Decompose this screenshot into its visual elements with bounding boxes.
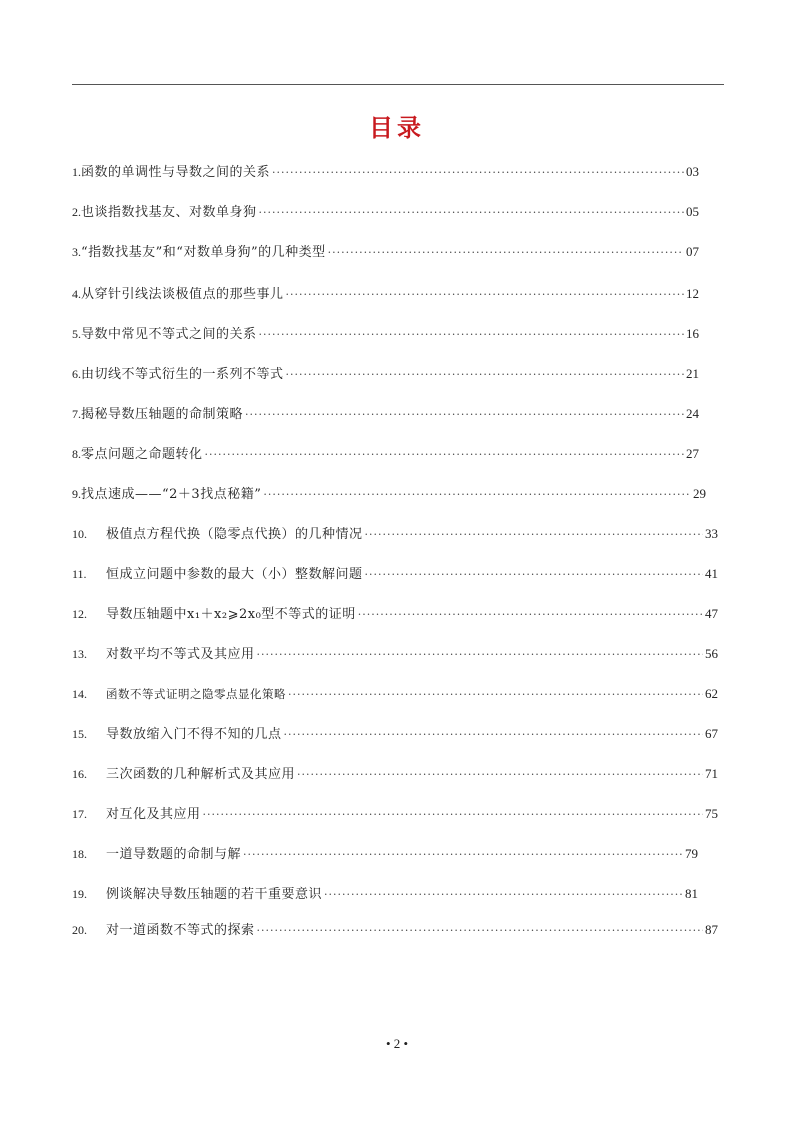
toc-entry-4[interactable] xyxy=(72,284,699,305)
toc-entry-19[interactable] xyxy=(72,884,698,905)
toc-entry-page: 12 xyxy=(686,286,699,301)
toc-entry-20[interactable] xyxy=(72,920,718,941)
toc-entry-title: 也谈指数找基友、对数单身狗 xyxy=(81,205,257,220)
toc-entry-title: 对互化及其应用 xyxy=(106,807,201,822)
dot-leader xyxy=(259,203,684,223)
toc-entry-title: 零点问题之命题转化 xyxy=(81,447,203,462)
dot-leader xyxy=(263,485,691,505)
toc-entry-page: 71 xyxy=(705,766,718,781)
toc-entry-title: 导数中常见不等式之间的关系 xyxy=(81,327,257,342)
toc-entry-number: 2. xyxy=(72,205,81,219)
toc-entry-page: 47 xyxy=(705,606,718,621)
toc-entry-page: 62 xyxy=(705,686,718,701)
toc-entry-title: 揭秘导数压轴题的命制策略 xyxy=(81,407,244,422)
dot-leader xyxy=(203,805,703,825)
toc-entry-15[interactable] xyxy=(72,724,718,745)
toc-entry-page: 24 xyxy=(686,406,699,421)
dot-leader xyxy=(286,285,684,305)
toc-entry-9[interactable] xyxy=(72,484,706,505)
toc-entry-page: 29 xyxy=(693,486,706,501)
toc-entry-number: 16. xyxy=(72,767,87,781)
toc-entry-11[interactable] xyxy=(72,564,718,585)
toc-entry-page: 75 xyxy=(705,806,718,821)
toc-entry-title: 例谈解决导数压轴题的若干重要意识 xyxy=(106,887,323,902)
toc-entry-10[interactable] xyxy=(72,524,718,545)
toc-entry-1[interactable] xyxy=(72,162,699,183)
toc-entry-title: 对数平均不等式及其应用 xyxy=(106,647,255,662)
toc-entry-page: 67 xyxy=(705,726,718,741)
toc-entry-number: 1. xyxy=(72,165,81,179)
toc-entry-page: 81 xyxy=(685,886,698,901)
toc-entry-title: 函数的单调性与导数之间的关系 xyxy=(81,165,271,180)
toc-entry-title: 从穿针引线法谈极值点的那些事儿 xyxy=(81,287,284,302)
toc-entry-title: 导数压轴题中x₁＋x₂⩾2x₀型不等式的证明 xyxy=(106,607,356,622)
dot-leader xyxy=(205,445,684,465)
dot-leader xyxy=(324,885,683,905)
toc-entry-number: 17. xyxy=(72,807,87,821)
toc-entry-title: “指数找基友”和“对数单身狗”的几种类型 xyxy=(81,245,326,260)
toc-entry-page: 21 xyxy=(686,366,699,381)
toc-entry-6[interactable] xyxy=(72,364,699,385)
toc-entry-number: 18. xyxy=(72,847,87,861)
header-rule xyxy=(72,84,724,85)
dot-leader xyxy=(297,765,703,785)
dot-leader xyxy=(286,365,684,385)
dot-leader xyxy=(259,325,684,345)
toc-entry-number: 19. xyxy=(72,887,87,901)
toc-entry-3[interactable] xyxy=(72,242,699,263)
toc-entry-number: 10. xyxy=(72,527,87,541)
toc-entry-number: 20. xyxy=(72,923,87,937)
dot-leader xyxy=(365,565,703,585)
toc-entry-page: 05 xyxy=(686,204,699,219)
toc-entry-number: 11. xyxy=(72,567,87,581)
toc-entry-number: 9. xyxy=(72,487,81,501)
toc-entry-title: 找点速成——“2＋3找点秘籍” xyxy=(81,487,262,502)
toc-entry-18[interactable] xyxy=(72,844,698,865)
toc-entry-12[interactable] xyxy=(72,604,718,625)
toc-entry-number: 4. xyxy=(72,287,81,301)
toc-entry-page: 41 xyxy=(705,566,718,581)
toc-entry-page: 33 xyxy=(705,526,718,541)
dot-leader xyxy=(365,525,703,545)
toc-entry-title: 由切线不等式衍生的一系列不等式 xyxy=(81,367,284,382)
toc-entry-title: 对一道函数不等式的探索 xyxy=(106,923,255,938)
toc-entry-16[interactable] xyxy=(72,764,718,785)
toc-entry-title: 极值点方程代换（隐零点代换）的几种情况 xyxy=(106,527,363,542)
toc-entry-title: 三次函数的几种解析式及其应用 xyxy=(106,767,296,782)
dot-leader xyxy=(257,921,703,941)
toc-entry-page: 03 xyxy=(686,164,699,179)
dot-leader xyxy=(245,405,684,425)
toc-entry-number: 6. xyxy=(72,367,81,381)
toc-entry-number: 7. xyxy=(72,407,81,421)
page-number-footer: • 2 • xyxy=(385,1036,409,1051)
toc-entry-page: 56 xyxy=(705,646,718,661)
dot-leader xyxy=(288,685,703,705)
toc-entry-title: 导数放缩入门不得不知的几点 xyxy=(106,727,282,742)
toc-entry-number: 5. xyxy=(72,327,81,341)
toc-entry-number: 14. xyxy=(72,687,87,701)
toc-entry-page: 87 xyxy=(705,922,718,937)
dot-leader xyxy=(272,163,684,183)
toc-entry-number: 8. xyxy=(72,447,81,461)
toc-entry-title: 恒成立问题中参数的最大（小）整数解问题 xyxy=(106,567,363,582)
dot-leader xyxy=(358,605,703,625)
toc-entry-2[interactable] xyxy=(72,202,699,223)
dot-leader xyxy=(328,243,684,263)
toc-entry-5[interactable] xyxy=(72,324,699,345)
dot-leader xyxy=(284,725,703,745)
toc-entry-page: 16 xyxy=(686,326,699,341)
toc-entry-8[interactable] xyxy=(72,444,699,465)
page-title: 目录 xyxy=(369,113,425,142)
toc-entry-title: 一道导数题的命制与解 xyxy=(106,847,242,862)
toc-entry-number: 12. xyxy=(72,607,87,621)
dot-leader xyxy=(243,845,683,865)
toc-entry-number: 3. xyxy=(72,245,81,259)
toc-entry-14[interactable] xyxy=(72,684,718,705)
toc-entry-title: 函数不等式证明之隐零点显化策略 xyxy=(106,687,286,701)
toc-entry-page: 27 xyxy=(686,446,699,461)
toc-entry-page: 79 xyxy=(685,846,698,861)
toc-entry-17[interactable] xyxy=(72,804,718,825)
toc-entry-number: 15. xyxy=(72,727,87,741)
toc-entry-page: 07 xyxy=(686,244,699,259)
toc-entry-13[interactable] xyxy=(72,644,718,665)
toc-entry-7[interactable] xyxy=(72,404,699,425)
dot-leader xyxy=(257,645,703,665)
toc-entry-number: 13. xyxy=(72,647,87,661)
